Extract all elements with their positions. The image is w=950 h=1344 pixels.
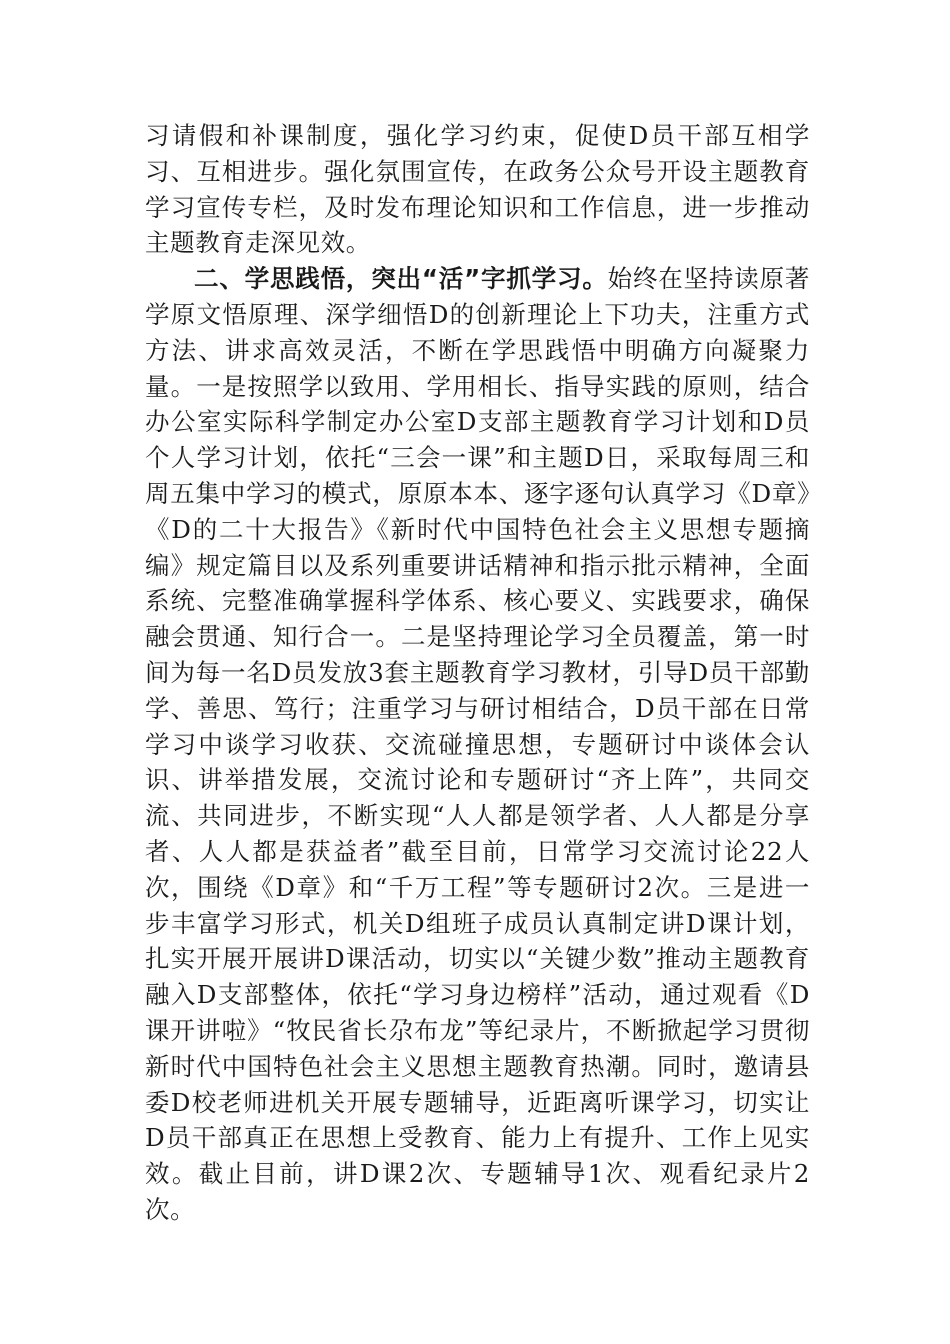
section-heading: 二、学思践悟，突出“活”字抓学习。 xyxy=(194,264,608,294)
paragraph-text: 习请假和补课制度，强化学习约束，促使D员干部互相学习、互相进步。强化氛围宣传，在政务公众号开设主题教育学习宣传专栏，及时发布理论知识和工作信息，进一步推动主题教育走深见效。 xyxy=(145,121,810,258)
document-body xyxy=(145,118,810,1228)
paragraph-text: 始终在坚持读原著学原文悟原理、深学细悟D的创新理论上下功夫，注重方式方法、讲求高效灵活，不断在学思践悟中明确方向凝聚力量。一是按照学以致用、学用相长、指导实践的原则，结合办公室实际科学制定办公室D支部主题教育学习计划和D员个人学习计划，依托“三会一课”和主题D日，采取每周三和周五集中学习的模式，原原本本、逐字逐句认真学习《D章》《D的二十大报告》《新时代中国特色社会主义思想专题摘编》规定篇目以及系列重要讲话精神和指示批示精神，全面系统、完整准确掌握科学体系、核心要义、实践要求，确保融会贯通、知行合一。二是坚持理论学习全员覆盖，第一时间为每一名D员发放3套主题教育学习教材，引导D员干部勤学、善思、笃行；注重学习与研讨相结合，D员干部在日常学习中谈学习收获、交流碰撞思想，专题研讨中谈体会认识、讲举措发展，交流讨论和专题研讨“齐上阵”，共同交流、共同进步，不断实现“人人都是领学者、人人都是分享者、人人都是获益者”截至目前，日常学习交流讨论22人次，围绕《D章》和“千万工程”等专题研讨2次。三是进一步丰富学习形式，机关D组班子成员认真制定讲D课计划，扎实开展开展讲D课活动，切实以“关键少数”推动主题教育融入D支部整体，依托“学习身边榜样”活动，通过观看《D课开讲啦》“牧民省长尕布龙”等纪录片，不断掀起学习贯彻新时代中国特色社会主义思想主题教育热潮。同时，邀请县委D校老师进机关开展专题辅导，近距离听课学习，切实让D员干部真正在思想上受教育、能力上有提升、工作上见实效。截止目前，讲D课2次、专题辅导1次、观看纪录片2次。 xyxy=(145,264,810,1224)
paragraph-section-two xyxy=(145,261,810,1228)
paragraph-continuation xyxy=(145,118,810,261)
